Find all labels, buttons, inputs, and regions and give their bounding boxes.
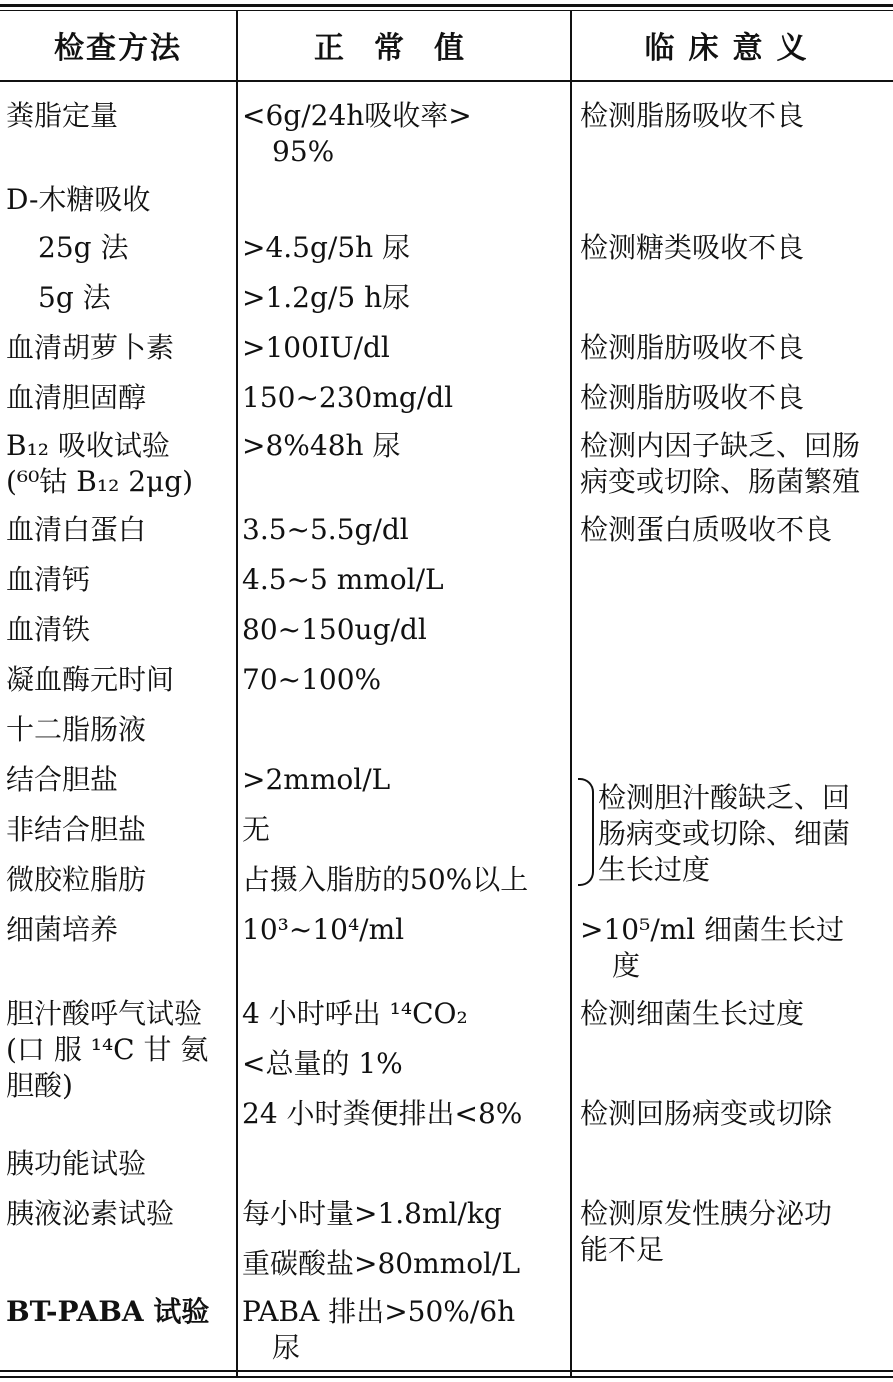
row-normal-value: <6g/24h吸收率> (242, 99, 472, 132)
row-clinical-meaning: 检测糖类吸收不良 (580, 231, 805, 264)
row-normal-value: 24 小时粪便排出<8% (242, 1097, 523, 1130)
column-divider-2 (570, 10, 572, 1376)
row-clinical-meaning: >10⁵/ml 细菌生长过 (580, 913, 845, 946)
bile-note-line: 肠病变或切除、细菌 (598, 817, 851, 850)
row-normal-value: 10³~10⁴/ml (242, 913, 405, 946)
row-normal-value: 4 小时呼出 ¹⁴CO₂ (242, 997, 468, 1030)
row-normal-value: 3.5~5.5g/dl (242, 513, 409, 546)
row-normal-value: 无 (242, 813, 271, 846)
bottom-rule-thin (0, 1376, 893, 1378)
row-method: 血清钙 (6, 563, 91, 596)
header-method: 检查方法 (54, 31, 182, 66)
row-method: 结合胆盐 (6, 763, 119, 796)
row-method: BT-PABA 试验 (6, 1295, 210, 1328)
row-method: 微胶粒脂肪 (6, 863, 147, 896)
row-method: 血清胆固醇 (6, 381, 147, 414)
bile-note-line: 检测胆汁酸缺乏、回 (598, 781, 851, 814)
header-normal-value: 正常值 (314, 31, 494, 66)
row-clinical-meaning: 检测内因子缺乏、回肠 (580, 429, 861, 462)
brace-bracket (578, 778, 594, 886)
top-rule (0, 4, 893, 7)
row-normal-value: 4.5~5 mmol/L (242, 563, 444, 596)
column-divider-1 (236, 10, 238, 1376)
top-rule-thin (0, 10, 893, 11)
bottom-rule (0, 1370, 893, 1372)
row-clinical-meaning: 检测脂肪吸收不良 (580, 331, 805, 364)
row-normal-value: 70~100% (242, 663, 382, 696)
row-clinical-meaning-cont: 能不足 (580, 1233, 665, 1266)
row-method: D-木糖吸收 (6, 183, 151, 216)
row-method: 十二脂肠液 (6, 713, 147, 746)
row-normal-value: 重碳酸盐>80mmol/L (242, 1247, 521, 1280)
row-clinical-meaning: 检测细菌生长过度 (580, 997, 805, 1030)
row-clinical-meaning: 检测脂肪吸收不良 (580, 381, 805, 414)
row-normal-value: >2mmol/L (242, 763, 391, 796)
row-method: 胰功能试验 (6, 1147, 147, 1180)
row-method: 粪脂定量 (6, 99, 119, 132)
row-method-cont: (⁶⁰钴 B₁₂ 2μg) (6, 465, 194, 498)
row-normal-value-cont: <总量的 1% (242, 1047, 403, 1080)
row-method: B₁₂ 吸收试验 (6, 429, 170, 462)
row-method: 血清白蛋白 (6, 513, 147, 546)
row-normal-value: 占摄入脂肪的50%以上 (242, 863, 529, 896)
row-normal-value: >8%48h 尿 (242, 429, 401, 462)
row-clinical-meaning: 检测脂肠吸收不良 (580, 99, 805, 132)
row-normal-value: 150~230mg/dl (242, 381, 454, 414)
row-method: 血清铁 (6, 613, 91, 646)
row-method: 非结合胆盐 (6, 813, 147, 846)
row-method-cont: 胆酸) (6, 1069, 73, 1102)
row-clinical-meaning-cont: 病变或切除、肠菌繁殖 (580, 465, 861, 498)
row-method-cont: (口 服 ¹⁴C 甘 氨 (6, 1033, 209, 1066)
row-method: 5g 法 (38, 281, 111, 314)
row-clinical-meaning: 检测蛋白质吸收不良 (580, 513, 833, 546)
row-normal-value: >100IU/dl (242, 331, 390, 364)
row-method: 血清胡萝卜素 (6, 331, 175, 364)
row-method: 胰液泌素试验 (6, 1197, 175, 1230)
header-rule (0, 80, 893, 82)
row-clinical-meaning: 检测回肠病变或切除 (580, 1097, 833, 1130)
row-method: 胆汁酸呼气试验 (6, 997, 203, 1030)
row-method: 25g 法 (38, 231, 129, 264)
row-method: 凝血酶元时间 (6, 663, 175, 696)
row-normal-value-cont: 95% (272, 135, 335, 168)
row-normal-value: >4.5g/5h 尿 (242, 231, 411, 264)
row-clinical-meaning-cont: 度 (612, 949, 641, 982)
row-normal-value: 每小时量>1.8ml/kg (242, 1197, 502, 1230)
bile-note-line: 生长过度 (598, 853, 711, 886)
row-normal-value: >1.2g/5 h尿 (242, 281, 411, 314)
row-clinical-meaning: 检测原发性胰分泌功 (580, 1197, 833, 1230)
row-method: 细菌培养 (6, 913, 119, 946)
row-normal-value: 80~150ug/dl (242, 613, 427, 646)
header-clinical-meaning: 临床意义 (644, 31, 821, 66)
row-normal-value: PABA 排出>50%/6h (242, 1295, 516, 1328)
row-normal-value-cont: 尿 (272, 1331, 301, 1364)
